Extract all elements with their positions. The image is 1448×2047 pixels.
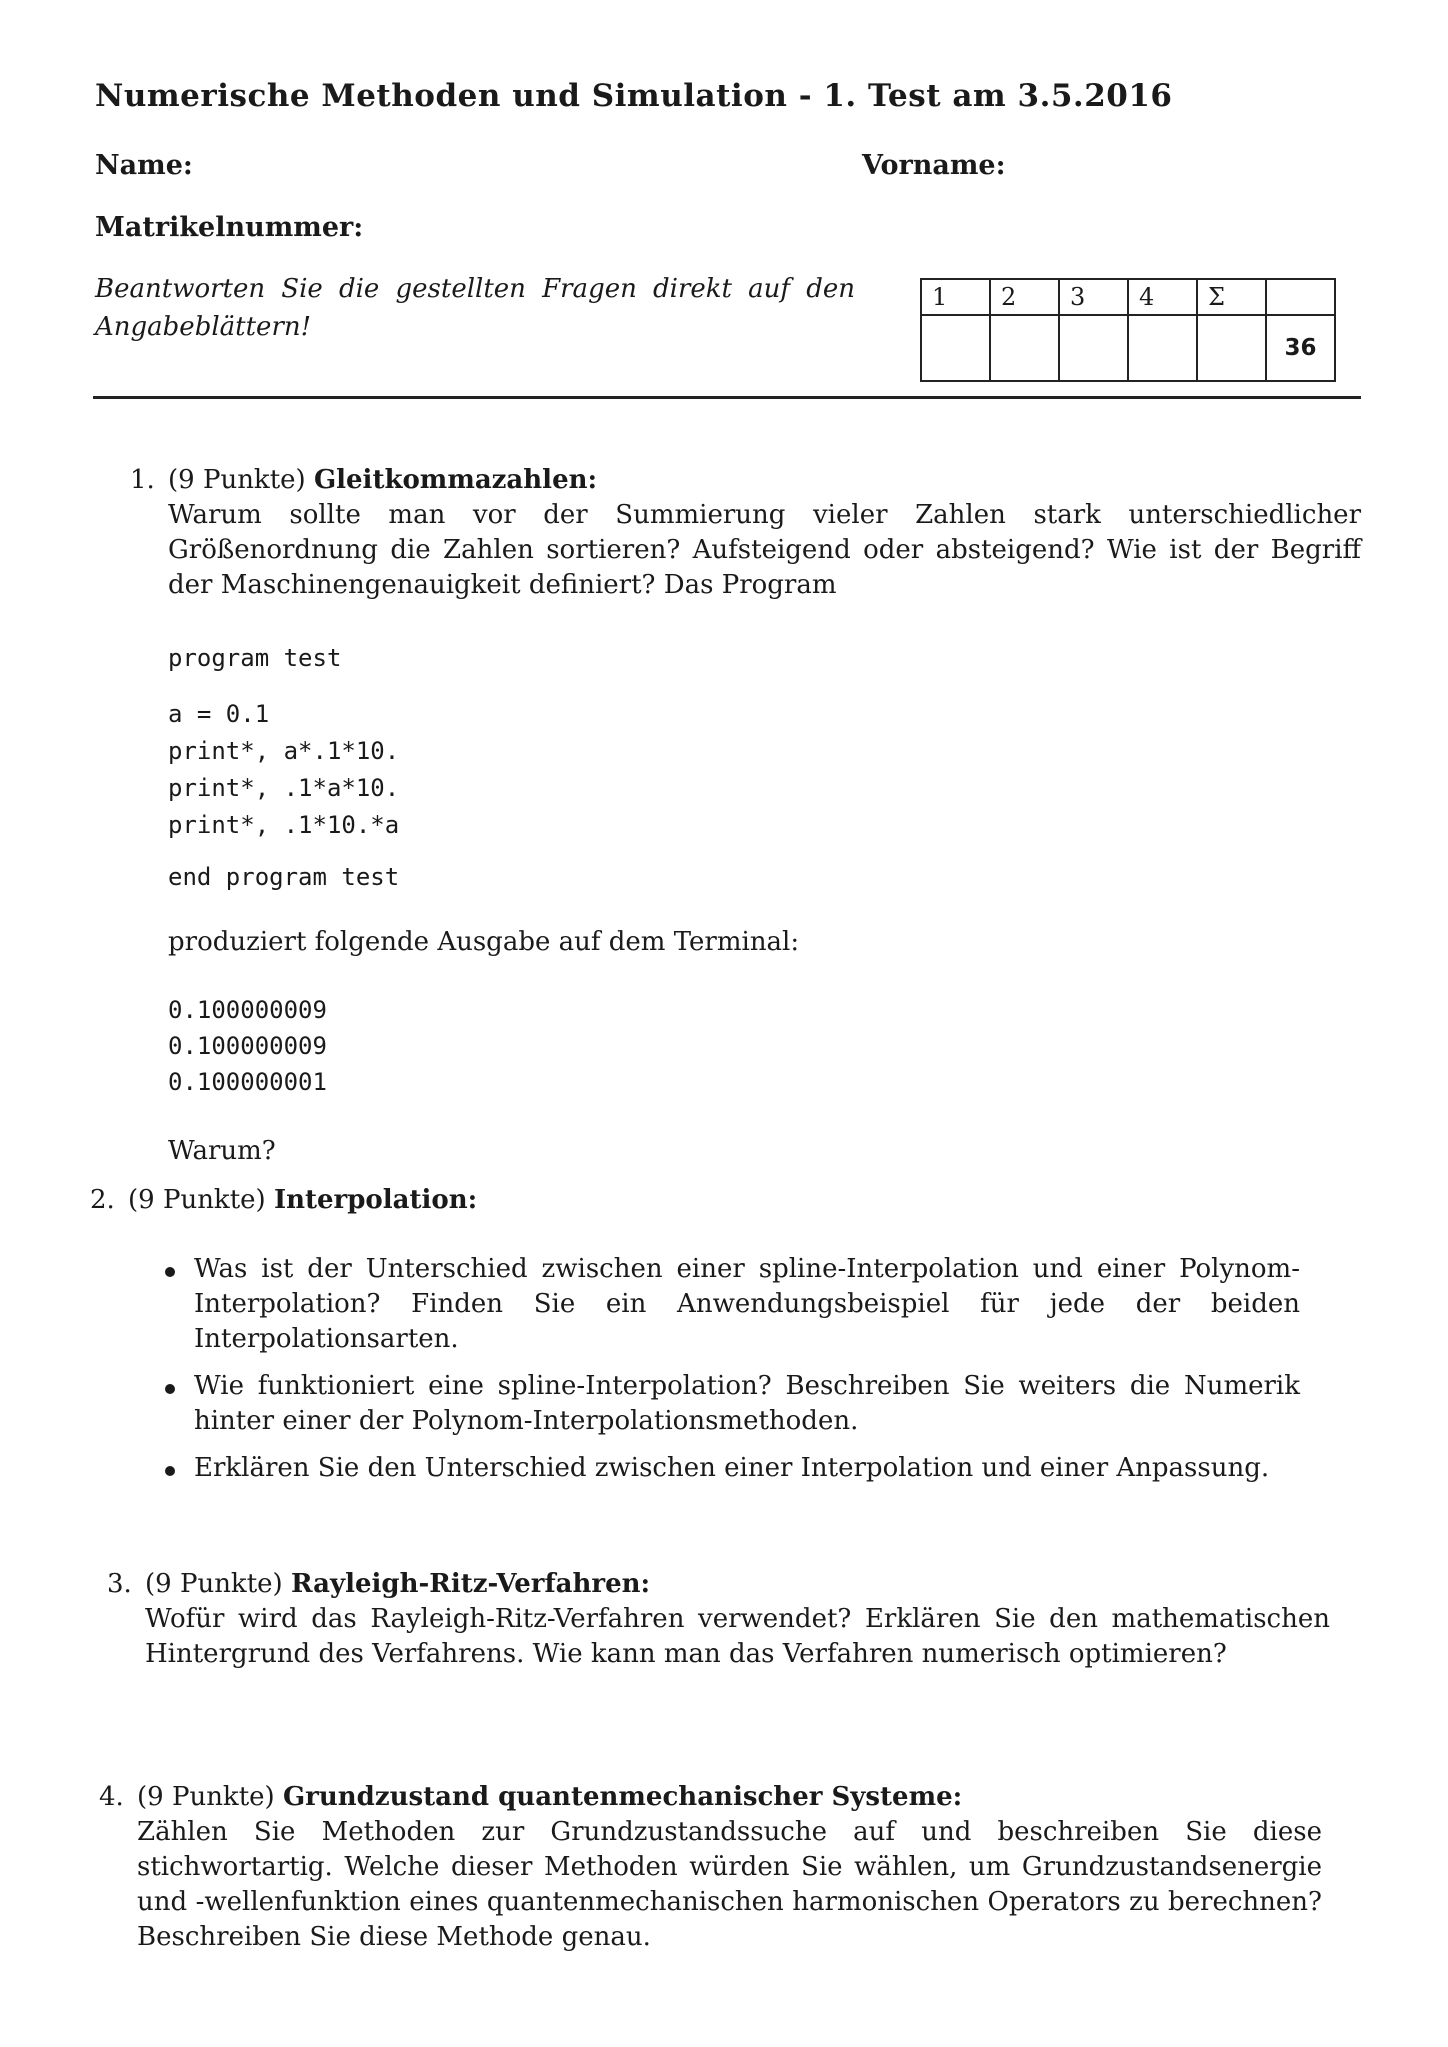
code-line: a = 0.1 xyxy=(168,700,270,728)
score-cell-2 xyxy=(990,315,1059,381)
question-4-number: 4. xyxy=(99,1782,124,1812)
question-3-heading: (9 Punkte) Rayleigh-Ritz-Verfahren: xyxy=(145,1569,651,1599)
output-intro: produziert folgende Ausgabe auf dem Terminal: xyxy=(168,927,800,957)
question-1-heading: (9 Punkte) Gleitkommazahlen: xyxy=(168,465,598,495)
code-line: end program test xyxy=(168,863,400,891)
bullet-item: Was ist der Unterschied zwischen einer spline-Interpolation und einer Polynom-Interpolation? Finden Sie ein Anwendungsbeispiel für jede der beiden Interpolationsarten. xyxy=(160,1252,1300,1357)
name-label: Name: xyxy=(95,150,193,181)
code-line: print*, .1*10.*a xyxy=(168,811,400,839)
header-divider xyxy=(93,396,1361,399)
question-2-heading: (9 Punkte) Interpolation: xyxy=(128,1185,478,1215)
score-total: 36 xyxy=(1266,315,1335,381)
question-1 xyxy=(130,463,1361,1169)
code-line: print*, a*.1*10. xyxy=(168,737,400,765)
question-4-heading: (9 Punkte) Grundzustand quantenmechanischer Systeme: xyxy=(137,1782,963,1812)
instructions: Beantworten Sie die gestellten Fragen direkt auf den Angabeblättern! xyxy=(95,274,855,342)
score-table xyxy=(920,278,1336,382)
code-line: program test xyxy=(168,644,342,672)
question-3-text: Wofür wird das Rayleigh-Ritz-Verfahren verwendet? Erklären Sie den mathematischen Hintergrund des Verfahrens. Wie kann man das Verfahren numerisch optimieren? xyxy=(145,1604,1330,1669)
page-title: Numerische Methoden und Simulation - 1. Test am 3.5.2016 xyxy=(95,78,1173,114)
question-2-number: 2. xyxy=(90,1185,115,1215)
output-line: 0.100000001 xyxy=(168,1068,327,1096)
vorname-label: Vorname: xyxy=(862,150,1006,181)
question-1-closing: Warum? xyxy=(168,1136,276,1166)
score-header-1: 1 xyxy=(921,279,990,315)
score-header-4: 4 xyxy=(1128,279,1197,315)
question-1-number: 1. xyxy=(130,465,155,495)
score-cell-sum xyxy=(1197,315,1266,381)
question-4-text: Zählen Sie Methoden zur Grundzustandssuche auf und beschreiben Sie diese stichwortartig. Welche dieser Methoden würden Sie wählen, um Grundzustandsenergie und -wellenfunktion eines quantenmechanischen harmonischen Operators zu berechnen? Beschreiben Sie diese Methode genau. xyxy=(137,1817,1322,1952)
output-line: 0.100000009 xyxy=(168,996,327,1024)
score-cell-4 xyxy=(1128,315,1197,381)
question-4 xyxy=(99,1780,1322,1955)
code-line: print*, .1*a*10. xyxy=(168,774,400,802)
score-cell-3 xyxy=(1059,315,1128,381)
score-cell-1 xyxy=(921,315,990,381)
matrikel-label: Matrikelnummer: xyxy=(95,212,364,243)
score-header-3: 3 xyxy=(1059,279,1128,315)
score-header-sum: Σ xyxy=(1197,279,1266,315)
question-1-text: Warum sollte man vor der Summierung vieler Zahlen stark unterschiedlicher Größenordnung die Zahlen sortieren? Aufsteigend oder absteigend? Wie ist der Begriff der Maschinengenauigkeit definiert? Das Program xyxy=(168,500,1361,600)
bullet-item: Erklären Sie den Unterschied zwischen einer Interpolation und einer Anpassung. xyxy=(160,1451,1300,1486)
output-line: 0.100000009 xyxy=(168,1032,327,1060)
bullet-item: Wie funktioniert eine spline-Interpolation? Beschreiben Sie weiters die Numerik hinter einer der Polynom-Interpolationsmethoden. xyxy=(160,1369,1300,1439)
score-header-blank xyxy=(1266,279,1335,315)
question-2 xyxy=(90,1183,1328,1498)
score-header-2: 2 xyxy=(990,279,1059,315)
question-3 xyxy=(107,1567,1330,1672)
question-2-bullets xyxy=(160,1252,1300,1486)
question-3-number: 3. xyxy=(107,1569,132,1599)
